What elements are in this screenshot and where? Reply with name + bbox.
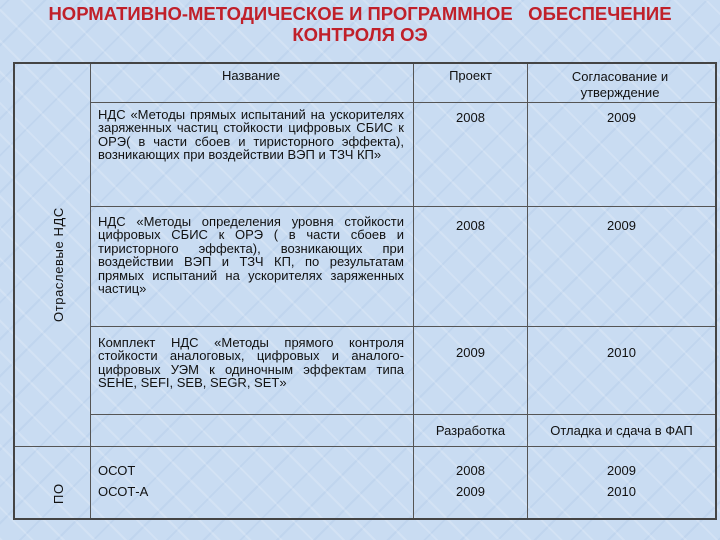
software-row-name: ОСОТ [98,463,136,478]
header-name: Название [221,68,281,83]
software-row-debug: 2010 [607,484,636,499]
divider [90,206,715,207]
divider [90,326,715,327]
table-row-name: НДС «Методы прямых испытаний на ускорителях заряженных частиц стойкости цифровых СБИС к ОРЭ( в части сбоев и тиристорного эффекта), возникающих при воздействии ВЭП и ТЗЧ КП» [98,107,404,163]
software-row-debug: 2009 [607,463,636,478]
software-row-development: 2008 [456,463,485,478]
header-project: Проект [449,68,492,83]
title-line-2: КОНТРОЛЯ ОЭ [292,24,428,45]
divider [90,64,91,518]
divider [90,102,715,103]
table-row-project: 2008 [456,218,485,233]
table-row-project: 2008 [456,110,485,125]
table-row-project: 2009 [456,345,485,360]
table-row-approval: 2009 [607,110,636,125]
table-row-approval: 2009 [607,218,636,233]
software-row-development: 2009 [456,484,485,499]
divider [90,414,715,415]
table-row-approval: 2010 [607,345,636,360]
divider [527,64,528,518]
standards-table [13,62,717,520]
software-row-name: ОСОТ-А [98,484,149,499]
divider [413,64,414,518]
header-approval: Согласование и утверждение [571,69,669,100]
software-label: ПО [51,483,66,504]
industry-standards-label: Отраслевые НДС [51,207,66,322]
divider [15,446,715,447]
header-debug: Отладка и сдача в ФАП [550,423,693,438]
slide-title [0,3,720,45]
table-row-name: Комплект НДС «Методы прямого контроля стойкости аналоговых, цифровых и аналого-цифровых УЭМ к одиночным эффектам типа SEHE, SEFI, SEB, SEGR, SET» [98,335,404,391]
title-line-1: НОРМАТИВНО-МЕТОДИЧЕСКОЕ И ПРОГРАММНОЕ ОБЕСПЕЧЕНИЕ [48,3,672,24]
table-row-name: НДС «Методы определения уровня стойкости цифровых СБИС к ОРЭ ( в части сбоев и тиристорного эффекта), возникающих при воздействии ВЭП и ТЗЧ КП, по результатам прямых испытаний на ускорителях заряженных частиц» [98,214,404,297]
header-development: Разработка [435,423,506,438]
